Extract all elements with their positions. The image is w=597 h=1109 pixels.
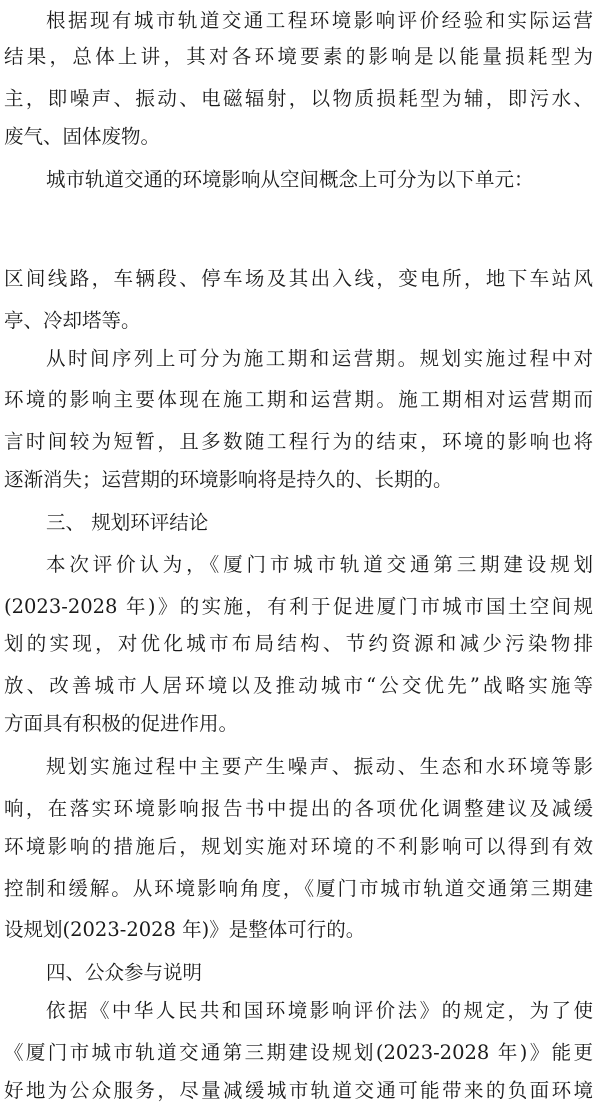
paragraph-line: 《厦门市城市轨道交通第三期建设规划(2023-2028 年)》能更 — [4, 1041, 593, 1064]
paragraph-line: 方面具有积极的促进作用。 — [4, 712, 239, 735]
paragraph-line: 好地为公众服务，尽量减缓城市轨道交通可能带来的负面环境 — [4, 1079, 593, 1102]
section-heading: 三、 规划环评结论 — [46, 511, 209, 534]
paragraph-line: 根据现有城市轨道交通工程环境影响评价经验和实际运营 — [46, 9, 593, 32]
paragraph-line: 主，即噪声、振动、电磁辐射，以物质损耗型为辅，即污水、 — [4, 87, 593, 110]
paragraph-line: 亭、冷却塔等。 — [4, 309, 141, 332]
paragraph-line: 规划实施过程中主要产生噪声、振动、生态和水环境等影 — [46, 755, 593, 778]
paragraph-line: 城市轨道交通的环境影响从空间概念上可分为以下单元： — [46, 168, 534, 191]
paragraph-line: 划的实现，对优化城市布局结构、节约资源和减少污染物排 — [4, 632, 593, 655]
paragraph-line: 本次评价认为，《厦门市城市轨道交通第三期建设规划 — [46, 553, 593, 576]
paragraph-line: 言时间较为短暂，且多数随工程行为的结束，环境的影响也将 — [4, 430, 593, 453]
paragraph-line: 环境的影响主要体现在施工期和运营期。施工期相对运营期而 — [4, 388, 593, 411]
paragraph-line: 设规划(2023-2028 年)》是整体可行的。 — [4, 918, 366, 941]
paragraph-line: 环境影响的措施后，规划实施对环境的不利影响可以得到有效 — [4, 835, 593, 858]
paragraph-line: 结果，总体上讲，其对各环境要素的影响是以能量损耗型为 — [4, 45, 593, 68]
paragraph-line: 逐渐消失；运营期的环境影响将是持久的、长期的。 — [4, 468, 453, 491]
paragraph-line: 响，在落实环境影响报告书中提出的各项优化调整建议及减缓 — [4, 797, 593, 820]
paragraph-line: 区间线路，车辆段、停车场及其出入线，变电所，地下车站风 — [4, 267, 593, 290]
paragraph-line: 从时间序列上可分为施工期和运营期。规划实施过程中对 — [46, 347, 593, 370]
section-heading: 四、公众参与说明 — [46, 961, 203, 984]
paragraph-line: (2023-2028 年)》的实施，有利于促进厦门市城市国土空间规 — [4, 595, 593, 618]
paragraph-line: 废气、固体废物。 — [4, 125, 161, 148]
paragraph-line: 依据《中华人民共和国环境影响评价法》的规定，为了使 — [46, 999, 593, 1022]
paragraph-line: 控制和缓解。从环境影响角度，《厦门市城市轨道交通第三期建 — [4, 877, 593, 900]
paragraph-line: 放、改善城市人居环境以及推动城市“公交优先”战略实施等 — [4, 674, 593, 697]
